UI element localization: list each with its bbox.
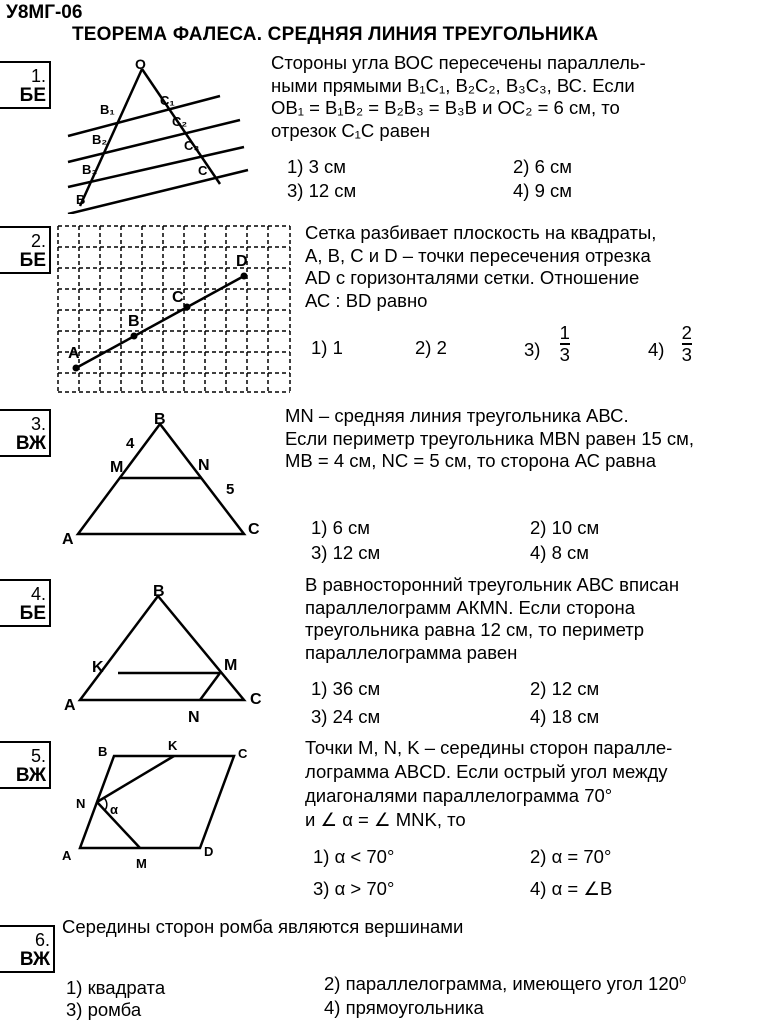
problem-6-option-4[interactable]: 4) прямоугольника	[324, 997, 484, 1018]
fig1-label-b3: B₃	[82, 162, 98, 177]
problem-5-level: ВЖ	[15, 765, 46, 786]
problem-6-option-3[interactable]: 3) ромба	[66, 999, 142, 1020]
problem-2-line: AD с горизонталями сетки. Отношение	[305, 267, 640, 288]
fig1-label-o: O	[135, 56, 146, 72]
problem-2-option-3-label: 3)	[524, 338, 541, 360]
problem-5-line: Точки M, N, K – середины сторон паралле-	[305, 737, 673, 758]
problem-4-number: 4.	[30, 584, 46, 604]
problem-5-figure	[58, 738, 258, 878]
problem-1-option-2[interactable]: 2) 6 см	[513, 156, 572, 177]
problem-4-figure	[58, 578, 278, 728]
fig1-label-b: B	[76, 192, 86, 207]
fig4-label-b: B	[153, 583, 165, 600]
fig5-label-m: M	[136, 856, 147, 871]
problem-2-level: БЕ	[19, 250, 46, 271]
problem-1-level: БЕ	[19, 85, 46, 106]
problem-2-line: АС : BD равно	[305, 289, 428, 311]
problem-4-option-2[interactable]: 2) 12 см	[530, 678, 600, 699]
fig5-label-a: A	[62, 848, 72, 863]
problem-5-line: диагоналями параллелограмма 70°	[305, 785, 613, 806]
problem-5-option-2[interactable]: 2) α = 70°	[530, 846, 612, 867]
problem-1-line: ными прямыми B₁C₁, B₂C₂, B₃C₃, ВС. Если	[271, 74, 635, 96]
fig3-label-n: N	[198, 457, 210, 474]
fig4-label-m: M	[224, 657, 238, 674]
problem-1-option-1[interactable]: 1) 3 см	[287, 156, 346, 177]
fig1-label-c2: C₂	[172, 114, 188, 129]
worksheet-code: У8МГ-06	[6, 2, 83, 23]
problem-4-badge	[0, 579, 51, 627]
problem-2-figure	[54, 220, 294, 396]
problem-6-level: ВЖ	[19, 949, 50, 970]
problem-2-option-1[interactable]: 1) 1	[311, 337, 343, 358]
problem-4-text	[305, 574, 767, 664]
problem-5-text	[305, 736, 767, 832]
problem-4-option-3[interactable]: 3) 24 см	[311, 706, 381, 727]
fig4-label-a: A	[64, 697, 76, 714]
fig1-label-b2: B₂	[92, 132, 108, 147]
problem-5-option-4[interactable]: 4) α = ∠B	[530, 878, 613, 899]
fig4-label-n: N	[188, 709, 200, 726]
problem-1-option-4[interactable]: 4) 9 см	[513, 180, 572, 201]
fraction-one-third	[560, 323, 570, 365]
problem-1-number: 1.	[30, 66, 46, 86]
problem-4-line: треугольника равна 12 см, то периметр	[305, 619, 645, 640]
fig3-label-b: B	[154, 411, 166, 428]
problem-3-badge	[0, 409, 51, 457]
problem-3-figure	[56, 410, 276, 550]
problem-6-option-2[interactable]: 2) параллелограмма, имеющего угол 120⁰	[324, 973, 687, 994]
problem-3-option-4[interactable]: 4) 8 см	[530, 542, 589, 563]
problem-3-number: 3.	[30, 414, 46, 434]
problem-4-line: параллелограмма равен	[305, 641, 518, 663]
problem-1-option-3[interactable]: 3) 12 см	[287, 180, 357, 201]
fig3-label-5: 5	[226, 481, 235, 498]
fig5-label-k: K	[168, 738, 178, 753]
fig3-label-a: A	[62, 531, 74, 548]
fraction-two-thirds	[682, 323, 692, 365]
problem-2-option-4[interactable]	[648, 322, 692, 365]
fig3-label-m: M	[110, 459, 124, 476]
problem-3-line: MN – средняя линия треугольника АВС.	[285, 405, 629, 426]
fraction-denominator: 3	[559, 344, 570, 365]
problem-3-option-1[interactable]: 1) 6 см	[311, 517, 370, 538]
problem-2-option-2[interactable]: 2) 2	[415, 337, 447, 358]
problem-4-line: В равносторонний треугольник АВС вписан	[305, 574, 680, 595]
problem-1-badge	[0, 61, 51, 109]
problem-6-option-1[interactable]: 1) квадрата	[66, 977, 166, 998]
problem-3-option-3[interactable]: 3) 12 см	[311, 542, 381, 563]
problem-5-badge	[0, 741, 51, 789]
problem-5-line: и ∠ α = ∠ MNK, то	[305, 809, 466, 830]
problem-5-option-1[interactable]: 1) α < 70°	[313, 846, 395, 867]
fraction-numerator: 2	[681, 322, 692, 343]
problem-1-text	[271, 52, 761, 142]
problem-3-line: Если периметр треугольника MBN равен 15 см,	[285, 427, 695, 449]
fig2-label-b: B	[128, 313, 140, 330]
fig4-label-k: K	[92, 659, 104, 676]
problem-6-badge	[0, 925, 55, 973]
fig4-label-c: C	[250, 691, 262, 708]
problem-1-line: отрезок C₁C равен	[271, 119, 431, 141]
problem-6-text	[62, 916, 762, 939]
fraction-denominator: 3	[681, 344, 692, 365]
fig5-label-d: D	[204, 844, 214, 859]
fig2-label-c: C	[172, 289, 184, 306]
problem-5-number: 5.	[30, 746, 46, 766]
fig5-label-n: N	[76, 796, 86, 811]
problem-1-figure	[60, 54, 260, 214]
problem-5-line: лограмма ABCD. Если острый угол между	[305, 761, 668, 782]
fig1-label-c1: C₁	[160, 93, 175, 108]
problem-2-text	[305, 222, 765, 312]
fraction-numerator: 1	[559, 322, 570, 343]
problem-2-number: 2.	[30, 231, 46, 251]
problem-5-option-3[interactable]: 3) α > 70°	[313, 878, 395, 899]
fig3-label-c: C	[248, 521, 260, 538]
problem-2-option-4-label: 4)	[648, 338, 665, 360]
fig3-label-4: 4	[126, 435, 135, 452]
problem-1-line: OB₁ = B₁B₂ = B₂B₃ = B₃B и OC₂ = 6 см, то	[271, 97, 620, 118]
worksheet-title: ТЕОРЕМА ФАЛЕСА. СРЕДНЯЯ ЛИНИЯ ТРЕУГОЛЬНИКА	[72, 24, 599, 45]
fig2-label-d: D	[236, 253, 248, 270]
problem-3-option-2[interactable]: 2) 10 см	[530, 517, 600, 538]
problem-2-line: Сетка разбивает плоскость на квадраты,	[305, 222, 657, 243]
fig1-label-c: C	[198, 163, 208, 178]
problem-2-line: А, В, С и D – точки пересечения отрезка	[305, 244, 651, 266]
problem-2-option-3[interactable]	[524, 322, 570, 365]
fig5-label-c: C	[238, 746, 248, 761]
fig5-label-alpha: α	[110, 802, 118, 817]
problem-4-line: параллелограмм АКMN. Если сторона	[305, 596, 636, 618]
problem-3-text	[285, 405, 767, 473]
fig1-label-b1: B₁	[100, 102, 115, 117]
problem-6-line: Середины сторон ромба являются вершинами	[62, 916, 464, 937]
problem-1-line: Стороны угла ВОС пересечены параллель-	[271, 52, 646, 73]
problem-4-option-1[interactable]: 1) 36 см	[311, 678, 381, 699]
problem-3-line: MB = 4 см, NC = 5 см, то сторона АС равна	[285, 450, 657, 471]
problem-4-option-4[interactable]: 4) 18 см	[530, 706, 600, 727]
problem-4-level: БЕ	[19, 603, 46, 624]
problem-3-level: ВЖ	[15, 433, 46, 454]
fig5-label-b: B	[98, 744, 108, 759]
fig1-label-c3: C₃	[184, 138, 200, 153]
problem-6-number: 6.	[34, 930, 50, 950]
grid	[58, 226, 290, 392]
problem-2-badge	[0, 226, 51, 274]
fig2-label-a: A	[68, 345, 80, 362]
